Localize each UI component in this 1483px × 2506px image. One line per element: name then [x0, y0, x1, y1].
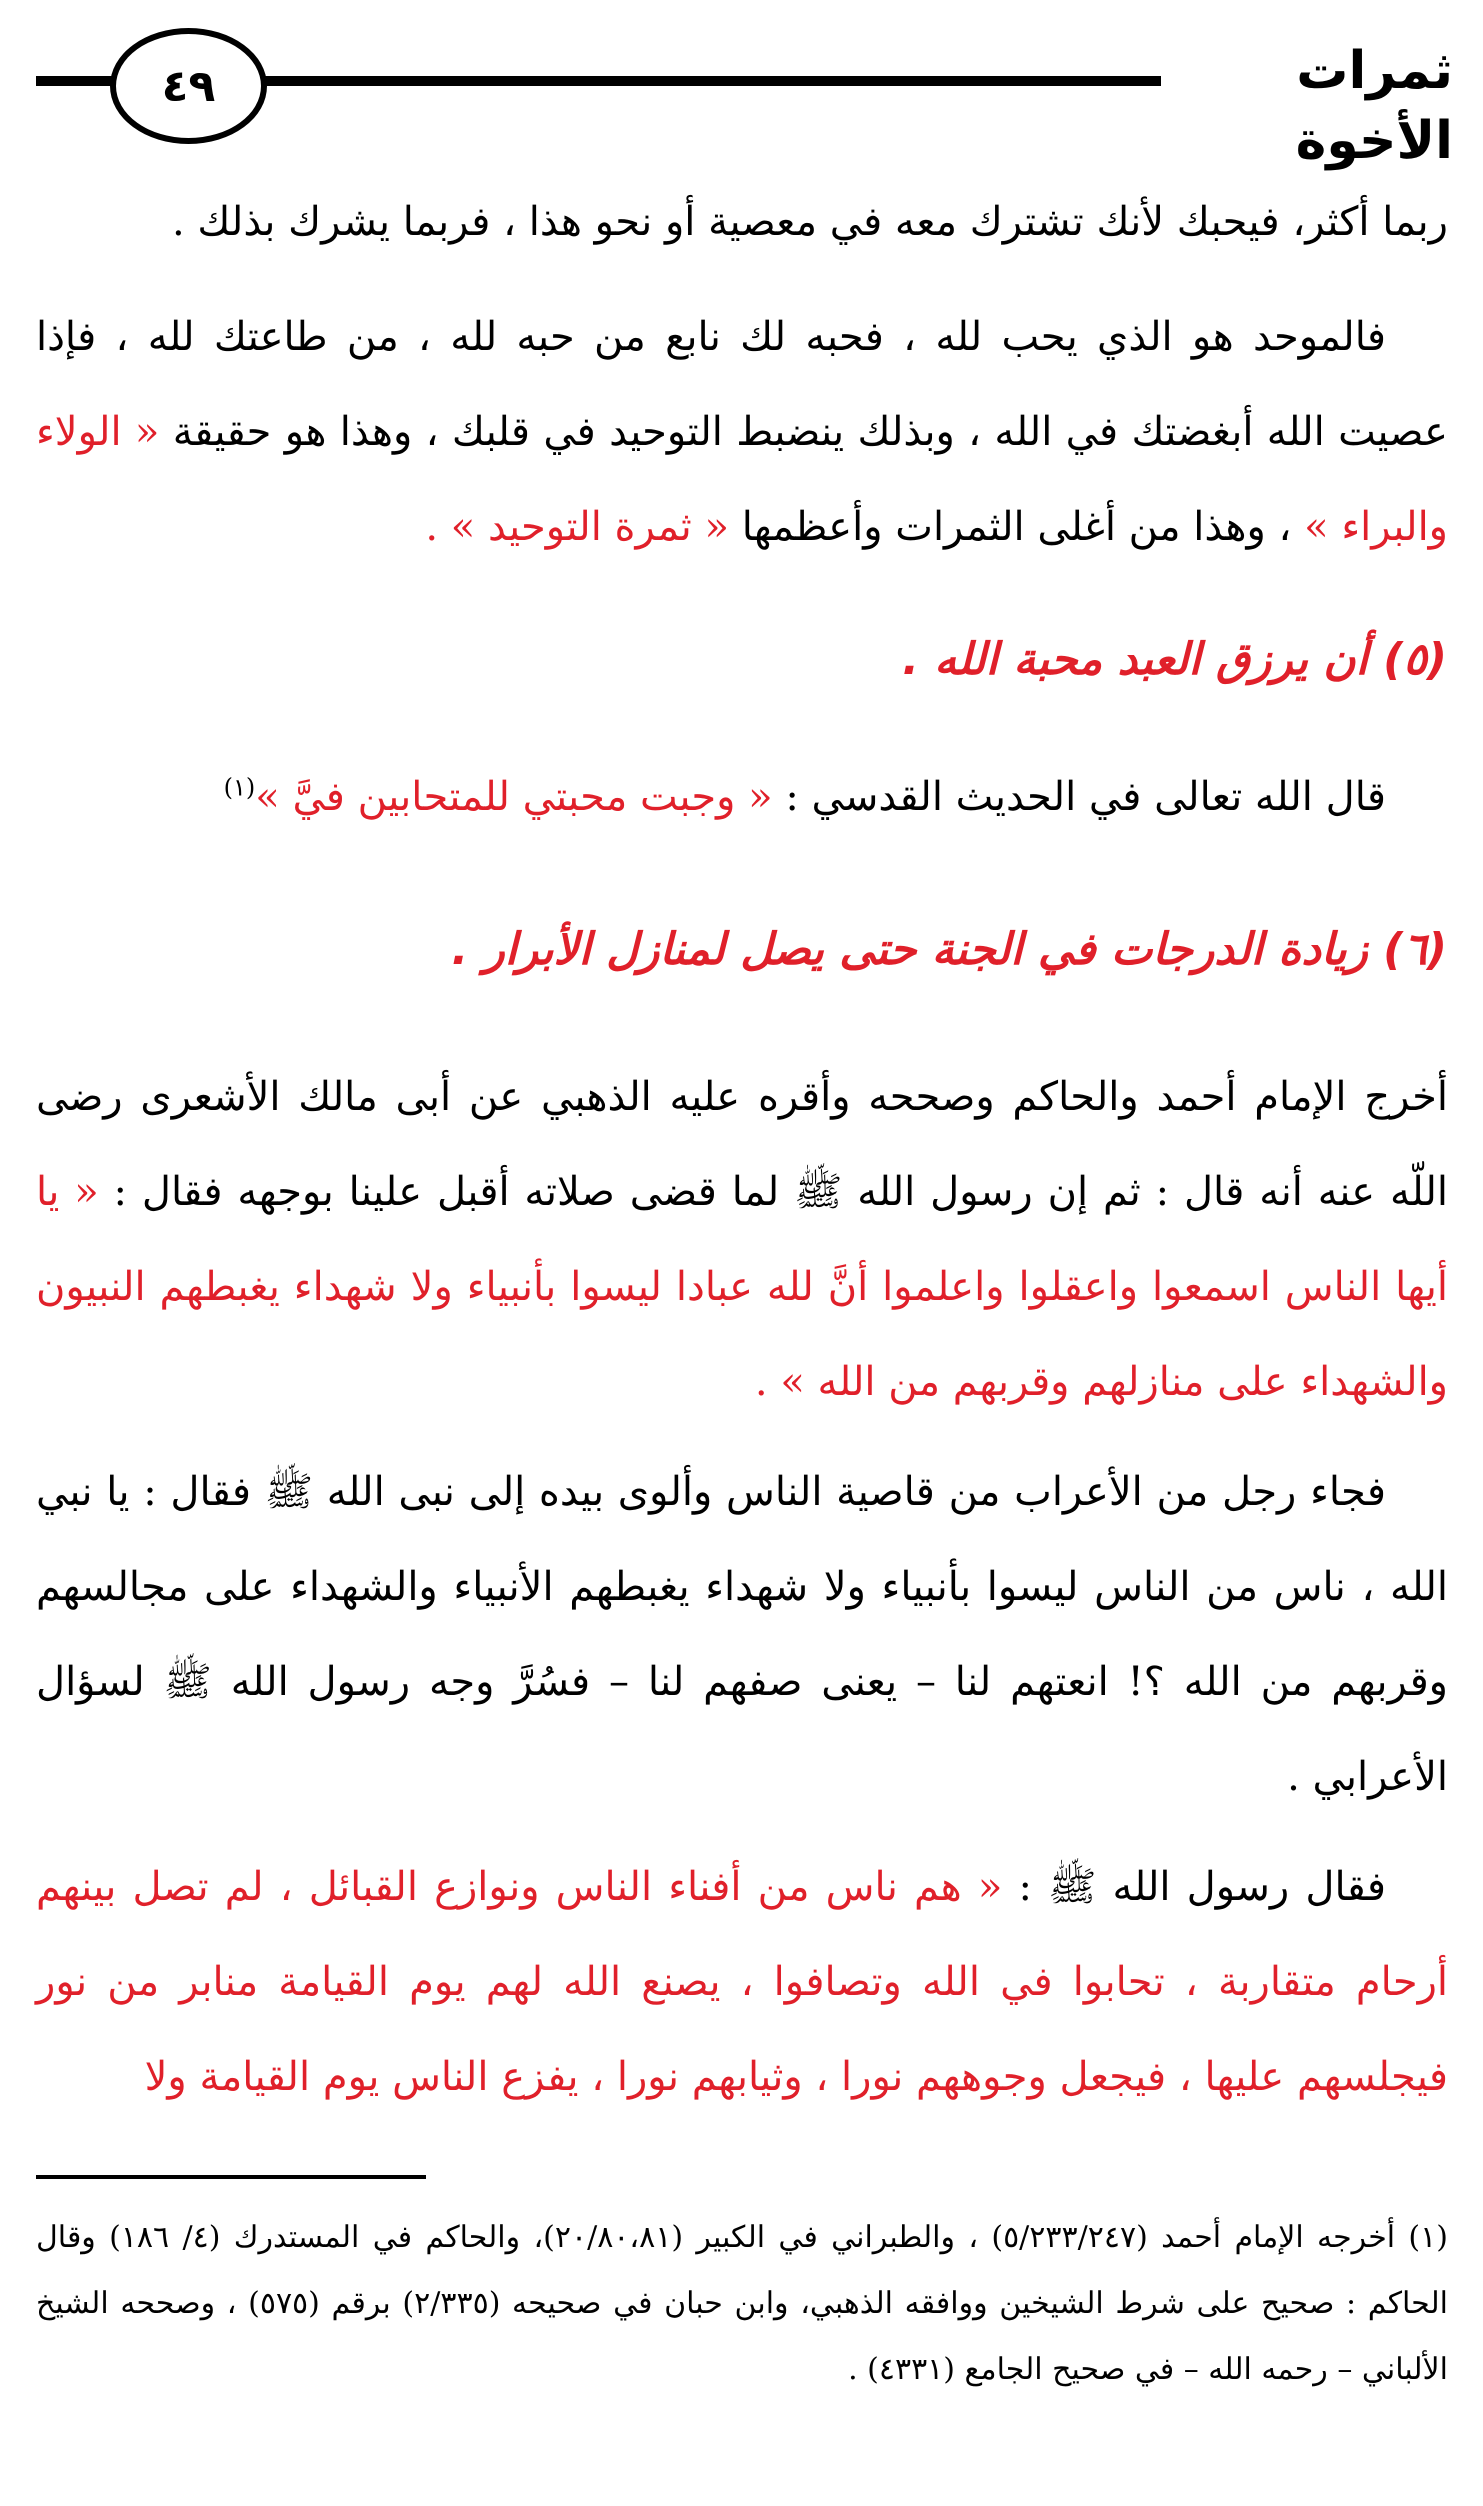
- section-heading-5: (٥) أن يرزق العبد محبة الله .: [902, 634, 1447, 685]
- footnote-separator: [36, 2175, 426, 2179]
- paragraph-4: [36, 1050, 1448, 1430]
- paragraph-6: [36, 1840, 1448, 2125]
- section-heading-6: (٦) زيادة الدرجات في الجنة حتى يصل لمنازل الأبرار .: [451, 924, 1447, 975]
- quote-hadith-1: « يا أيها الناس اسمعوا واعقلوا واعلموا أنَّ لله عبادا ليسوا بأنبياء ولا شهداء يغبطهم النبيون والشهداء على منازلهم وقربهم من الله » .: [36, 1169, 1448, 1405]
- paragraph-1-text: ربما أكثر، فيحبك لأنك تشترك معه في معصية أو نحو هذا ، فربما يشرك بذلك .: [171, 199, 1448, 245]
- footnote-ref-1[interactable]: (١): [223, 773, 256, 802]
- paragraph-2: [36, 290, 1448, 575]
- paragraph-5-text: فجاء رجل من الأعراب من قاصية الناس وألوى بيده إلى نبى الله ﷺ فقال : يا نبي الله ، ناس من الناس ليسوا بأنبياء ولا شهداء يغبطهم الأنبياء والشهداء على مجالسهم وقربهم من الله ؟! انعتهم لنا – يعنى صفهم لنا – فسُرَّ وجه رسول الله ﷺ لسؤال الأعرابي .: [36, 1469, 1448, 1800]
- paragraph-2-text-a: فالموحد هو الذي يحب لله ، فحبه لك نابع من حبه لله ، من طاعتك لله ، فإذا عصيت الله أبغضتك في الله ، وبذلك ينضبط التوحيد في قلبك ، وهذا هو حقيقة: [36, 314, 1448, 455]
- paragraph-hadith-qudsi: [36, 750, 1448, 845]
- paragraph-1: [36, 175, 1448, 270]
- highlight-tawhid-fruit: « ثمرة التوحيد » .: [425, 504, 729, 550]
- paragraph-2-text-b: ، وهذا من أغلى الثمرات وأعظمها: [729, 504, 1305, 550]
- running-header-title: ثمرات الأخوة: [1295, 41, 1453, 171]
- page-number-badge: [110, 28, 267, 144]
- paragraph-5: [36, 1445, 1448, 1825]
- paragraph-4-text: أخرج الإمام أحمد والحاكم وصححه وأقره عليه الذهبي عن أبى مالك الأشعرى رضى اللّه عنه أنه قال : ثم إن رسول الله ﷺ لما قضى صلاته أقبل علينا بوجهه فقال :: [36, 1074, 1448, 1215]
- paragraph-6-text: فقال رسول الله ﷺ :: [1002, 1864, 1386, 1910]
- quote-hadith-2: « هم ناس من أفناء الناس ونوازع القبائل ، لم تصل بينهم أرحام متقاربة ، تحابوا في الله وتصافوا ، يصنع الله لهم يوم القيامة منابر من نور فيجلسهم عليها ، فيجعل وجوههم نورا ، وثيابهم نورا ، يفزع الناس يوم القيامة ولا: [36, 1864, 1449, 2100]
- highlight-wala-bara: « الولاء والبراء »: [36, 409, 1448, 550]
- quote-hadith-qudsi: « وجبت محبتي للمتحابين فيَّ »: [255, 774, 773, 820]
- footnote-1-text: (١) أخرجه الإمام أحمد (٥/٢٣٣/٢٤٧) ، والطبراني في الكبير (٢٠/٨٠،٨١)، والحاكم في المستدرك (٤/ ١٨٦) وقال الحاكم : صحيح على شرط الشيخين ووافقه الذهبي، وابن حبان في صحيحه (٢/٣٣٥) برقم (٥٧٥) ، وصححه الشيخ الألباني – رحمه الله – في صحيح الجامع (٤٣٣١) .: [36, 2220, 1448, 2387]
- footnote-1: [36, 2205, 1448, 2403]
- page-number: ٤٩: [161, 60, 216, 112]
- paragraph-3-text: قال الله تعالى في الحديث القدسي :: [772, 774, 1386, 820]
